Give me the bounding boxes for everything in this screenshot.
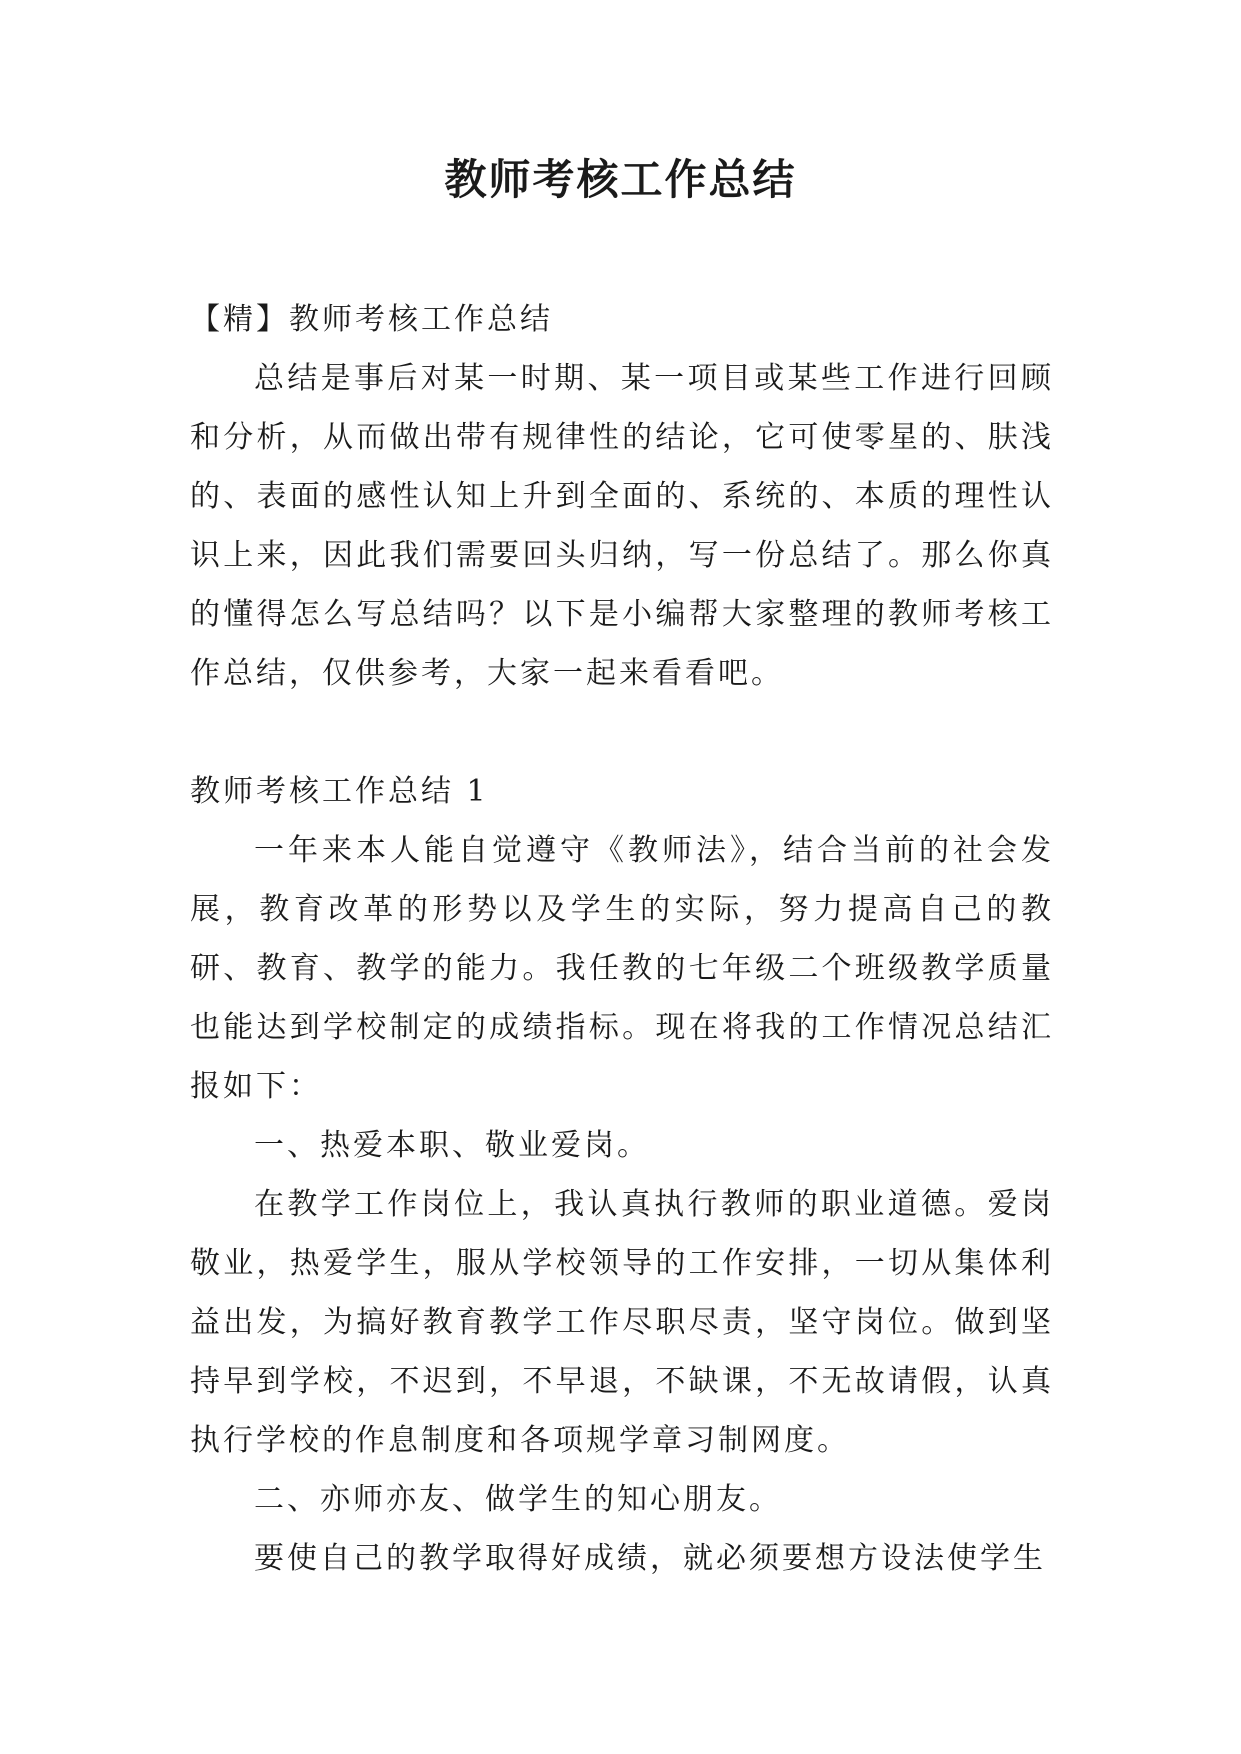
intro-paragraph: 总结是事后对某一时期、某一项目或某些工作进行回顾和分析，从而做出带有规律性的结论，它可使零星的、肤浅的、表面的感性认知上升到全面的、系统的、本质的理性认识上来，因此我们需要回头归纳，写一份总结了。那么你真的懂得怎么写总结吗？以下是小编帮大家整理的教师考核工作总结，仅供参考，大家一起来看看吧。 bbox=[190, 361, 1054, 691]
body-paragraph: 要使自己的教学取得好成绩，就必须要想方设法使学生 bbox=[254, 1541, 1046, 1576]
document-body bbox=[190, 290, 1054, 1588]
body-paragraph: 一年来本人能自觉遵守《教师法》，结合当前的社会发展，教育改革的形势以及学生的实际，努力提高自己的教研、教育、教学的能力。我任教的七年级二个班级教学质量也能达到学校制定的成绩指标。现在将我的工作情况总结汇报如下： bbox=[190, 833, 1054, 1104]
document-tagline: 【精】教师考核工作总结 bbox=[190, 302, 553, 337]
section-heading: 二、亦师亦友、做学生的知心朋友。 bbox=[254, 1482, 782, 1517]
body-paragraph: 在教学工作岗位上，我认真执行教师的职业道德。爱岗敬业，热爱学生，服从学校领导的工作安排，一切从集体利益出发，为搞好教育教学工作尽职尽责，坚守岗位。做到坚持早到学校，不迟到，不早退，不缺课，不无故请假，认真执行学校的作息制度和各项规学章习制网度。 bbox=[190, 1187, 1054, 1458]
section-heading: 一、热爱本职、敬业爱岗。 bbox=[254, 1128, 650, 1163]
section-title: 教师考核工作总结 1 bbox=[190, 774, 489, 809]
document-title: 教师考核工作总结 bbox=[444, 155, 797, 204]
